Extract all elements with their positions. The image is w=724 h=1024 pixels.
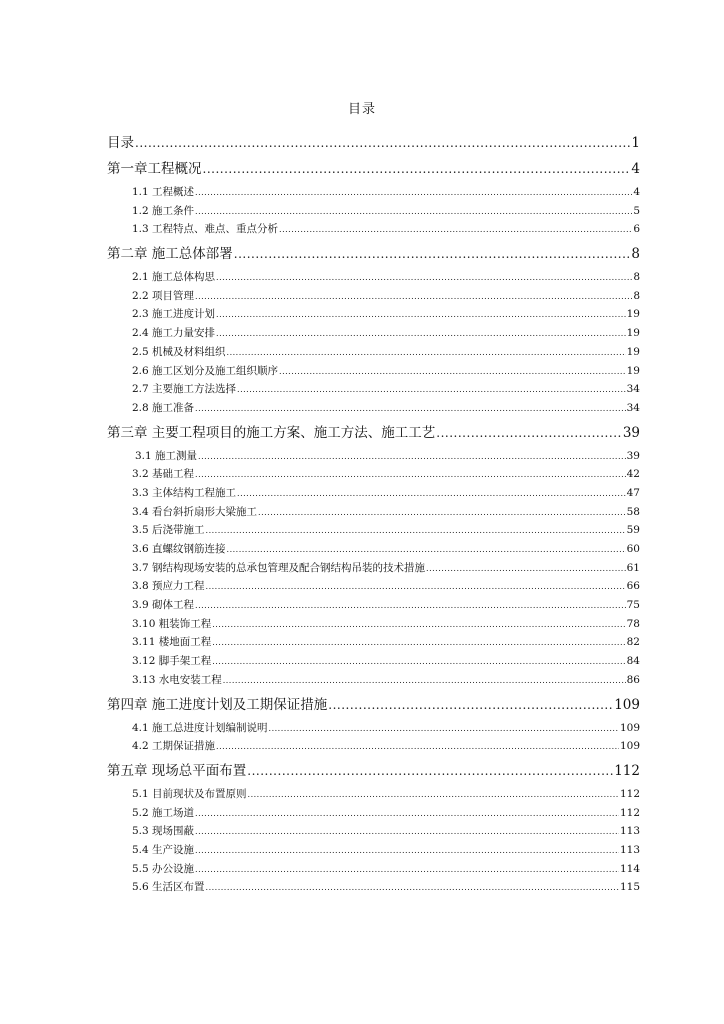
toc-section-entry[interactable] — [107, 633, 640, 652]
toc-entry-label: 3.4 看台斜折扇形大梁施工 — [132, 505, 258, 518]
toc-leader-dots — [248, 786, 619, 805]
toc-page-number: 109 — [619, 721, 640, 734]
toc-section-entry[interactable] — [107, 183, 640, 202]
toc-entry-label: 2.7 主要施工方法选择 — [132, 383, 237, 396]
toc-page-number: 75 — [626, 599, 640, 612]
toc-entry-label: 1.1 工程概述 — [132, 186, 195, 198]
toc-entry-label: 4.2 工期保证措施 — [132, 740, 216, 753]
toc-leader-dots — [216, 738, 619, 757]
toc-entry-label: 第二章 施工总体部署 — [107, 246, 233, 263]
toc-entry-label: 3.12 脚手架工程 — [132, 655, 212, 668]
toc-section-entry[interactable] — [107, 878, 640, 897]
toc-leader-dots — [227, 344, 626, 363]
toc-section-entry[interactable] — [107, 447, 640, 466]
toc-page-number: 39 — [626, 449, 640, 462]
toc-page-number: 78 — [626, 617, 640, 630]
toc-entry-label: 3.7 钢结构现场安装的总承包管理及配合钢结构吊装的技术措施 — [132, 561, 426, 574]
toc-section-entry[interactable] — [107, 343, 640, 362]
toc-section-entry[interactable] — [107, 822, 640, 841]
toc-leader-dots — [198, 448, 626, 467]
toc-entry-label: 第三章 主要工程项目的施工方案、施工方法、施工工艺 — [107, 424, 436, 441]
toc-page-number: 47 — [626, 486, 640, 499]
toc-entry-label: 5.6 生活区布置 — [132, 881, 205, 894]
toc-section-entry[interactable] — [107, 596, 640, 615]
toc-page-number: 86 — [626, 673, 640, 686]
toc-page-number: 59 — [626, 524, 640, 537]
toc-leader-dots — [269, 720, 619, 739]
toc-leader-dots — [212, 653, 625, 672]
toc-leader-dots — [237, 485, 626, 504]
toc-page-number: 19 — [626, 345, 640, 358]
toc-entry-label: 3.13 水电安装工程 — [132, 673, 222, 686]
toc-leader-dots — [206, 522, 626, 541]
toc-section-entry[interactable] — [107, 719, 640, 738]
toc-page-number: 66 — [626, 580, 640, 593]
toc-section-entry[interactable] — [107, 287, 640, 306]
toc-page-number: 58 — [626, 505, 640, 518]
toc-entry-label: 1.3 工程特点、难点、重点分析 — [132, 223, 279, 236]
toc-chapter-entry[interactable] — [107, 158, 640, 180]
toc-section-entry[interactable] — [107, 671, 640, 690]
toc-section-entry[interactable] — [107, 324, 640, 343]
toc-leader-dots — [227, 541, 626, 560]
toc-leader-dots — [195, 842, 619, 861]
toc-leader-dots — [234, 243, 631, 265]
toc-page-number: 8 — [633, 289, 640, 302]
toc-entry-label: 2.5 机械及材料组织 — [132, 345, 226, 358]
toc-entry-label: 目录 — [107, 135, 134, 151]
toc-leader-dots — [247, 760, 613, 782]
toc-entry-label: 3.2 基础工程 — [132, 468, 195, 481]
toc-section-entry[interactable] — [107, 577, 640, 596]
toc-page-number: 112 — [619, 806, 640, 819]
toc-entry-label: 5.4 生产设施 — [132, 843, 195, 856]
toc-chapter-entry[interactable] — [107, 132, 640, 154]
toc-chapter-entry[interactable] — [107, 694, 640, 716]
toc-leader-dots — [216, 269, 632, 288]
toc-leader-dots — [195, 184, 632, 203]
toc-leader-dots — [328, 694, 613, 716]
toc-section-entry[interactable] — [107, 380, 640, 399]
toc-section-entry[interactable] — [107, 202, 640, 221]
toc-page-number: 34 — [626, 401, 640, 414]
toc-leader-dots — [203, 158, 631, 180]
toc-entry-label: 第五章 现场总平面布置 — [107, 762, 247, 779]
toc-section-entry[interactable] — [107, 484, 640, 503]
toc-page-number: 8 — [633, 271, 640, 284]
toc-entry-label: 2.4 施工力量安排 — [132, 327, 216, 340]
toc-page-number: 1 — [631, 135, 640, 151]
toc-leader-dots — [195, 203, 632, 222]
toc-entry-label: 3.11 楼地面工程 — [132, 636, 212, 649]
toc-leader-dots — [212, 634, 625, 653]
toc-leader-dots — [212, 616, 625, 635]
toc-leader-dots — [216, 306, 626, 325]
toc-page-number: 113 — [619, 825, 640, 838]
toc-leader-dots — [195, 805, 619, 824]
toc-leader-dots — [206, 578, 626, 597]
toc-page-number: 34 — [626, 383, 640, 396]
toc-leader-dots — [195, 400, 626, 419]
toc-page-number: 114 — [619, 862, 640, 875]
toc-leader-dots — [195, 597, 626, 616]
toc-page-number: 5 — [633, 204, 640, 217]
toc-entry-label: 第四章 施工进度计划及工期保证措施 — [107, 696, 328, 713]
toc-section-entry[interactable] — [107, 860, 640, 879]
toc-page-number: 60 — [626, 543, 640, 555]
table-of-contents — [107, 128, 640, 897]
toc-page-number: 109 — [619, 740, 640, 753]
toc-entry-label: 3.10 粗装饰工程 — [132, 617, 212, 630]
toc-leader-dots — [206, 879, 619, 898]
toc-section-entry[interactable] — [107, 521, 640, 540]
toc-section-entry[interactable] — [107, 559, 640, 578]
toc-section-entry[interactable] — [107, 399, 640, 418]
toc-entry-label: 2.6 施工区划分及施工组织顺序 — [132, 364, 279, 377]
toc-entry-label: 5.2 施工场道 — [132, 806, 195, 819]
toc-section-entry[interactable] — [107, 615, 640, 634]
toc-section-entry[interactable] — [107, 305, 640, 324]
toc-entry-label: 第一章工程概况 — [107, 161, 202, 177]
toc-entry-label: 3.1 施工测量 — [135, 449, 198, 462]
toc-entry-label: 2.2 项目管理 — [132, 289, 195, 302]
toc-entry-label: 3.8 预应力工程 — [132, 580, 205, 593]
toc-page-number: 113 — [619, 843, 640, 856]
toc-section-entry[interactable] — [107, 268, 640, 287]
toc-leader-dots — [135, 132, 630, 154]
toc-page-number: 109 — [614, 696, 640, 713]
toc-section-entry[interactable] — [107, 804, 640, 823]
toc-entry-label: 2.1 施工总体构思 — [132, 271, 216, 284]
toc-leader-dots — [223, 672, 626, 691]
toc-section-entry[interactable] — [107, 362, 640, 381]
toc-leader-dots — [195, 861, 619, 880]
toc-entry-label: 3.5 后浇带施工 — [132, 524, 205, 537]
toc-section-entry[interactable] — [107, 220, 640, 239]
toc-page-number: 112 — [614, 762, 640, 779]
toc-section-entry[interactable] — [107, 841, 640, 860]
toc-section-entry[interactable] — [107, 465, 640, 484]
toc-entry-label: 3.9 砌体工程 — [132, 599, 195, 612]
toc-leader-dots — [195, 823, 619, 842]
toc-page-number: 42 — [626, 468, 640, 481]
toc-chapter-entry[interactable] — [107, 760, 640, 782]
toc-entry-label: 5.1 目前现状及布置原则 — [132, 787, 247, 800]
toc-section-entry[interactable] — [107, 737, 640, 756]
toc-entry-label: 5.5 办公设施 — [132, 862, 195, 875]
toc-section-entry[interactable] — [107, 540, 640, 559]
toc-leader-dots — [216, 325, 626, 344]
toc-leader-dots — [279, 221, 632, 240]
toc-heading: 目录 — [347, 102, 376, 117]
toc-leader-dots — [436, 422, 622, 444]
toc-page-number: 82 — [626, 636, 640, 649]
toc-entry-label: 3.3 主体结构工程施工 — [132, 486, 237, 499]
toc-entry-label: 1.2 施工条件 — [132, 204, 195, 217]
toc-page-number: 84 — [626, 655, 640, 668]
toc-entry-label: 2.3 施工进度计划 — [132, 308, 216, 321]
toc-section-entry[interactable] — [107, 503, 640, 522]
toc-leader-dots — [195, 288, 632, 307]
toc-page-number: 39 — [622, 424, 640, 441]
toc-page-number: 4 — [633, 186, 640, 198]
toc-leader-dots — [237, 381, 626, 400]
toc-page-number: 8 — [631, 246, 640, 263]
toc-entry-label: 5.3 现场围蔽 — [132, 825, 195, 838]
toc-page-number: 19 — [626, 308, 640, 321]
toc-page-number: 19 — [626, 327, 640, 340]
toc-entry-label: 2.8 施工准备 — [132, 401, 195, 414]
toc-leader-dots — [426, 560, 626, 579]
toc-page-number: 112 — [619, 787, 640, 800]
toc-leader-dots — [279, 363, 626, 382]
toc-leader-dots — [195, 466, 626, 485]
toc-page-number: 6 — [633, 223, 640, 236]
toc-page-number: 4 — [631, 161, 640, 177]
toc-chapter-entry[interactable] — [107, 243, 640, 265]
toc-leader-dots — [258, 504, 626, 523]
toc-page-number: 115 — [619, 881, 640, 894]
toc-section-entry[interactable] — [107, 785, 640, 804]
toc-chapter-entry[interactable] — [107, 422, 640, 444]
toc-section-entry[interactable] — [107, 652, 640, 671]
toc-entry-label: 4.1 施工总进度计划编制说明 — [132, 721, 268, 734]
toc-page-number: 19 — [626, 364, 640, 377]
toc-page-number: 61 — [626, 561, 640, 574]
toc-entry-label: 3.6 直螺纹钢筋连接 — [132, 543, 226, 555]
